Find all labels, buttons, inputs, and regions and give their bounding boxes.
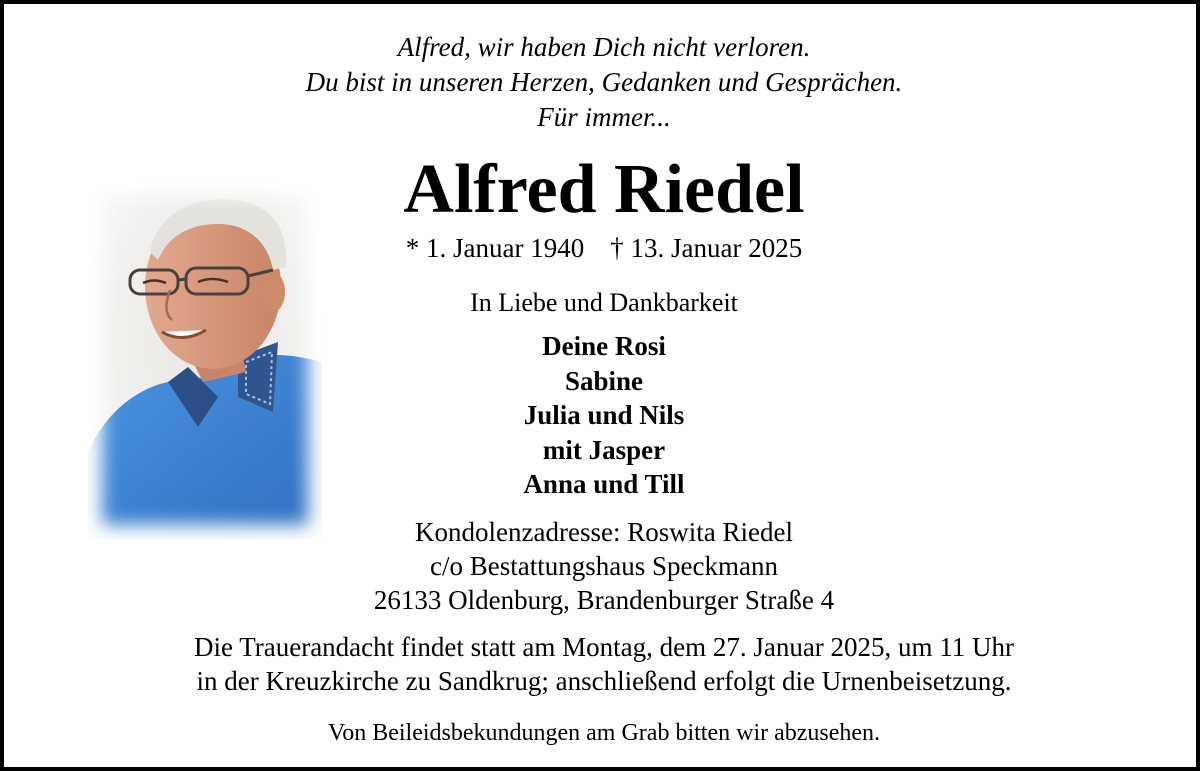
mourner-name: Julia und Nils [523, 400, 685, 430]
deceased-name: Alfred Riedel [403, 151, 805, 228]
mourner-name: Deine Rosi [542, 331, 666, 361]
life-dates [4, 233, 1200, 263]
address-line-1: Kondolenzadresse: Roswita Riedel [415, 517, 793, 547]
verse-line-1: Alfred, wir haben Dich nicht verloren. [397, 32, 811, 62]
ceremony-line-2: in der Kreuzkirche zu Sandkrug; anschließend erfolgt die Urnenbeisetzung. [196, 666, 1012, 696]
verse-line-2: Du bist in unseren Herzen, Gedanken und Gesprächen. [305, 67, 903, 97]
address-line-2: c/o Bestattungshaus Speckmann [430, 551, 778, 581]
verse-line-3: Für immer... [537, 102, 671, 132]
mourner-name: mit Jasper [542, 434, 666, 465]
death-date: † 13. Januar 2025 [610, 233, 803, 263]
memorial-verse [4, 30, 1200, 135]
ceremony-info [4, 630, 1200, 698]
mourner-name: Sabine [564, 365, 644, 396]
mourners-list [4, 329, 1200, 502]
dedication-line: In Liebe und Dankbarkeit [470, 288, 738, 317]
closing-note: Von Beileidsbekundungen am Grab bitten wir abzusehen. [327, 720, 881, 746]
condolence-address [4, 515, 1200, 617]
address-line-3: 26133 Oldenburg, Brandenburger Straße 4 [373, 585, 835, 615]
ceremony-line-1: Die Trauerandacht findet statt am Montag, dem 27. Januar 2025, um 11 Uhr [193, 632, 1015, 662]
mourner-name: Anna und Till [523, 469, 685, 499]
birth-date: * 1. Januar 1940 [405, 233, 585, 263]
